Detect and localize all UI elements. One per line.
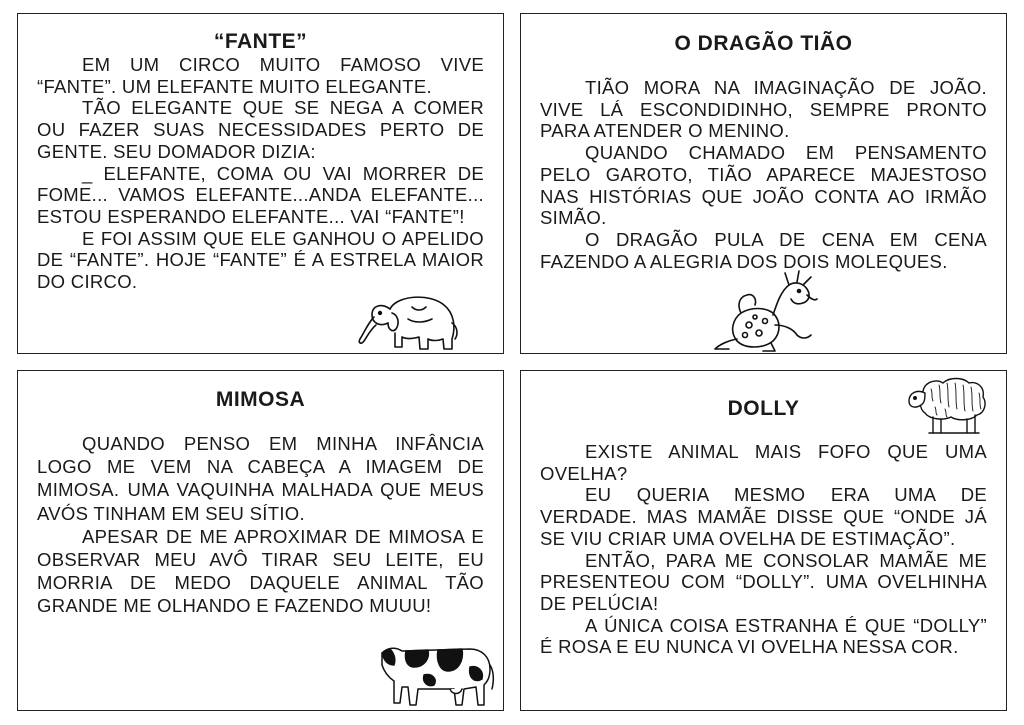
story-text	[540, 441, 987, 658]
sheep-illustration	[907, 373, 989, 437]
story-paragraph: _ ELEFANTE, COMA OU VAI MORRER DE FOME... VAMOS ELEFANTE...ANDA ELEFANTE... ESTOU ESPERANDO ELEFANTE... VAI “FANTE”!	[37, 162, 484, 227]
story-card-dolly	[520, 370, 1007, 711]
story-paragraph: TÃO ELEGANTE QUE SE NEGA A COMER OU FAZER SUAS NECESSIDADES PERTO DE GENTE. SEU DOMADOR DIZIA:	[37, 97, 484, 162]
story-title: MIMOSA	[215, 388, 306, 411]
story-paragraph: O DRAGÃO PULA DE CENA EM CENA FAZENDO A ALEGRIA DOS DOIS MOLEQUES.	[540, 228, 987, 272]
story-paragraph: E FOI ASSIM QUE ELE GANHOU O APELIDO DE “FANTE”. HOJE “FANTE” É A ESTRELA MAIOR DO CIRCO.	[37, 227, 484, 293]
story-paragraph: EXISTE ANIMAL MAIS FOFO QUE UMA OVELHA?	[540, 441, 987, 484]
story-title: O DRAGÃO TIÃO	[674, 32, 853, 55]
story-card-fante	[17, 13, 504, 354]
story-paragraph: TIÃO MORA NA IMAGINAÇÃO DE JOÃO. VIVE LÁ ESCONDIDINHO, SEMPRE PRONTO PARA ATENDER O MENINO.	[540, 77, 987, 142]
story-text	[540, 77, 987, 272]
story-title: DOLLY	[727, 397, 800, 420]
cow-illustration	[378, 637, 496, 709]
story-paragraph: A ÚNICA COISA ESTRANHA É QUE “DOLLY” É ROSA E EU NUNCA VI OVELHA NESSA COR.	[540, 614, 987, 658]
story-card-dragao	[520, 13, 1007, 354]
story-paragraph: QUANDO PENSO EM MINHA INFÂNCIA LOGO ME VEM NA CABEÇA A IMAGEM DE MIMOSA. UMA VAQUINHA MALHADA QUE MEUS AVÓS TINHAM EM SEU SÍTIO.	[37, 433, 484, 524]
story-text	[37, 54, 484, 293]
story-paragraph: EM UM CIRCO MUITO FAMOSO VIVE “FANTE”. UM ELEFANTE MUITO ELEGANTE.	[37, 54, 484, 97]
elephant-illustration	[352, 289, 462, 351]
story-paragraph: APESAR DE ME APROXIMAR DE MIMOSA E OBSERVAR MEU AVÔ TIRAR SEU LEITE, EU MORRIA DE MEDO DAQUELE ANIMAL TÃO GRANDE ME OLHANDO E FAZENDO MUUU!	[37, 525, 484, 617]
story-paragraph: ENTÃO, PARA ME CONSOLAR MAMÃE ME PRESENTEOU COM “DOLLY”. UMA OVELHINHA DE PELÚCIA!	[540, 549, 987, 614]
story-paragraph: QUANDO CHAMADO EM PENSAMENTO PELO GAROTO, TIÃO APARECE MAJESTOSO NAS HISTÓRIAS QUE JOÃO CONTA AO IRMÃO SIMÃO.	[540, 142, 987, 229]
story-title: “FANTE”	[213, 30, 308, 53]
story-text	[37, 432, 484, 618]
story-card-mimosa	[17, 370, 504, 711]
dragon-illustration	[711, 269, 821, 353]
story-paragraph: EU QUERIA MESMO ERA UMA DE VERDADE. MAS MAMÃE DISSE QUE “ONDE JÁ SE VIU CRIAR UMA OVELHA DE ESTIMAÇÃO”.	[540, 484, 987, 549]
